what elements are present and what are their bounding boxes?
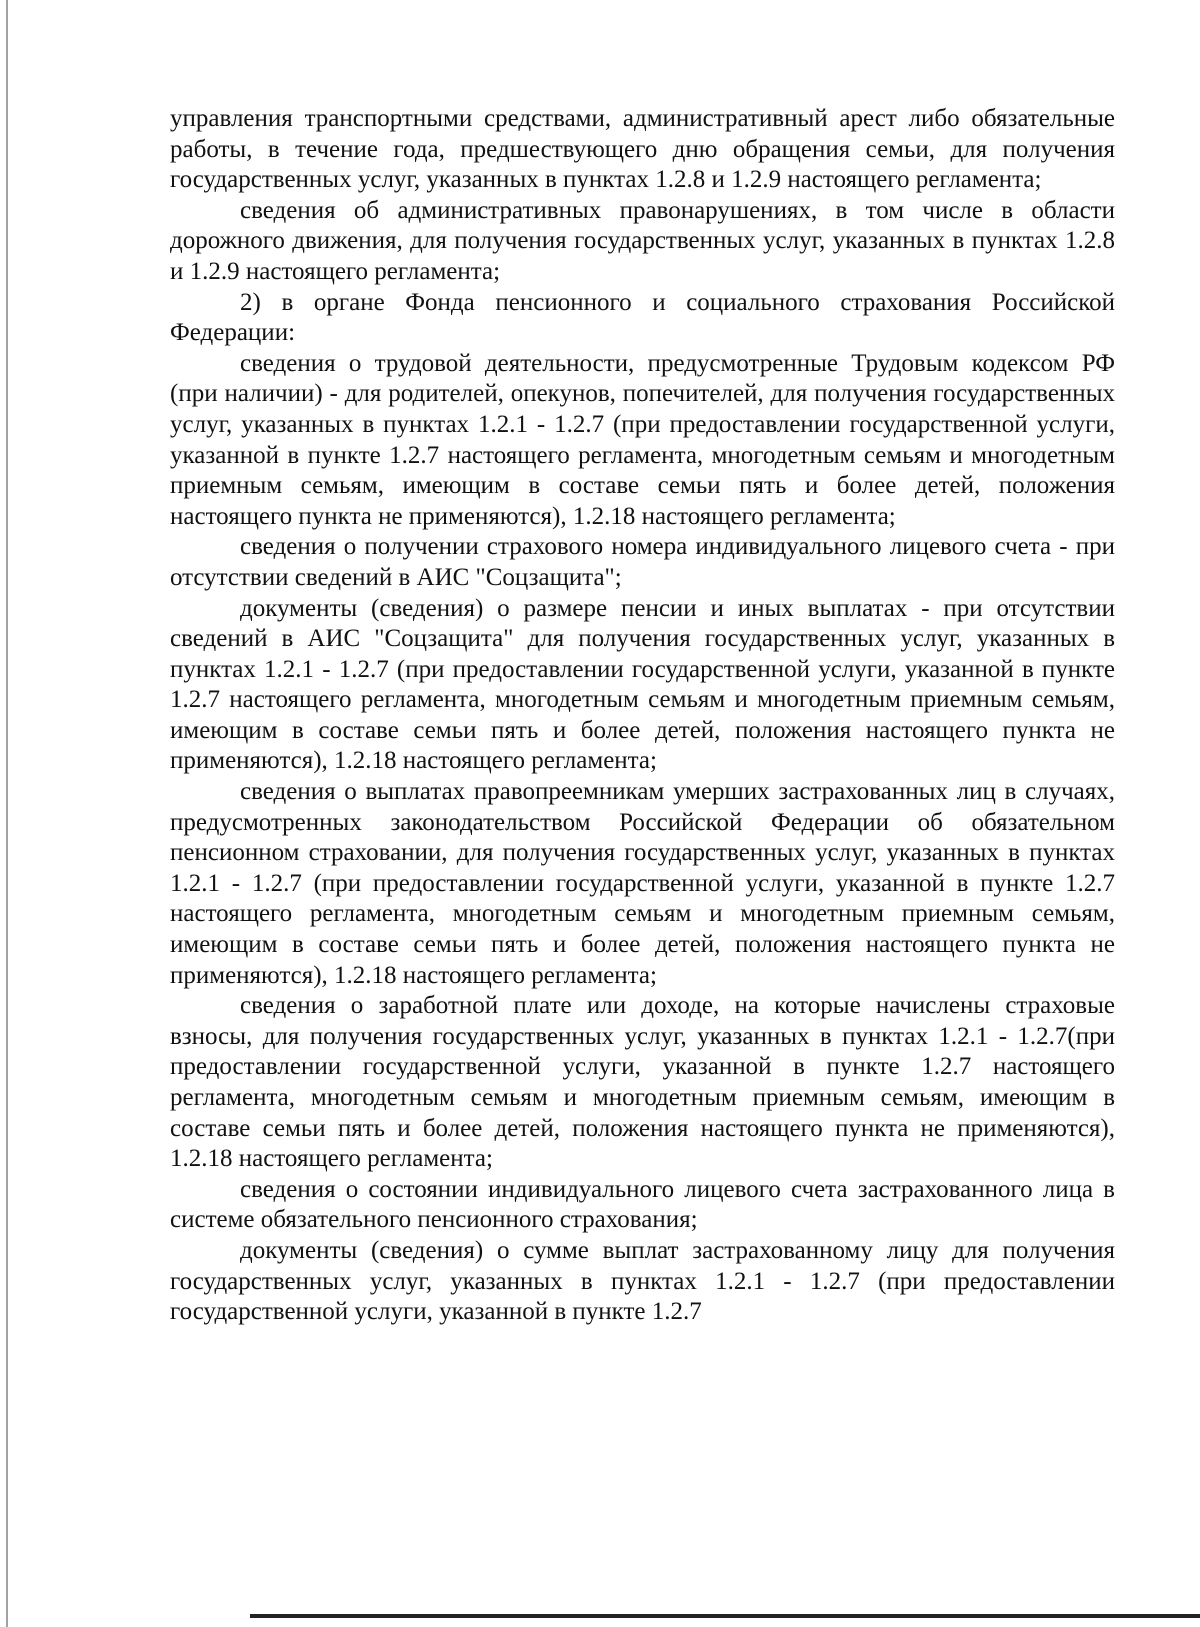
scan-edge-line	[6, 0, 8, 1627]
paragraph-7: сведения о выплатах правопреемникам умерших застрахованных лиц в случаях, предусмотренных законодательством Российской Федерации об обязательном пенсионном страховании, для получения государственных услуг, указанных в пунктах 1.2.1 - 1.2.7 (при предоставлении государственной услуги, указанной в пункте 1.2.7 настоящего регламента, многодетным семьям и многодетным приемным семьям, имеющим в составе семьи пять и более детей, положения настоящего пункта не применяются), 1.2.18 настоящего регламента;	[170, 778, 1115, 989]
scan-bottom-edge	[250, 1614, 1200, 1618]
paragraph-3: 2) в органе Фонда пенсионного и социального страхования Российской Федерации:	[170, 288, 1115, 347]
paragraph-1: управления транспортными средствами, административный арест либо обязательные работы, в течение года, предшествующего дню обращения семьи, для получения государственных услуг, указанных в пунктах 1.2.8 и 1.2.9 настоящего регламента;	[170, 105, 1115, 194]
document-body	[170, 104, 1115, 1328]
paragraph-4: сведения о трудовой деятельности, предусмотренные Трудовым кодексом РФ (при наличии) - для родителей, опекунов, попечителей, для получения государственных услуг, указанных в пунктах 1.2.1 - 1.2.7 (при предоставлении государственной услуги, указанной в пункте 1.2.7 настоящего регламента, многодетным семьям и многодетным приемным семьям, имеющим в составе семьи пять и более детей, положения настоящего пункта не применяются), 1.2.18 настоящего регламента;	[170, 349, 1115, 530]
paragraph-10: документы (сведения) о сумме выплат застрахованному лицу для получения государственных услуг, указанных в пунктах 1.2.1 - 1.2.7 (при предоставлении государственной услуги, указанной в пункте 1.2.7	[170, 1236, 1115, 1326]
paragraph-9: сведения о состоянии индивидуального лицевого счета застрахованного лица в системе обязательного пенсионного страхования;	[170, 1175, 1115, 1234]
paragraph-5: сведения о получении страхового номера индивидуального лицевого счета - при отсутствии сведений в АИС "Соцзащита";	[170, 533, 1115, 591]
paragraph-8: сведения о заработной плате или доходе, на которые начислены страховые взносы, для получения государственных услуг, указанных в пунктах 1.2.1 - 1.2.7(при предоставлении государственной услуги, указанной в пункте 1.2.7 настоящего регламента, многодетным семьям и многодетным приемным семьям, имеющим в составе семьи пять и более детей, положения настоящего пункта не применяются), 1.2.18 настоящего регламента;	[170, 992, 1115, 1173]
paragraph-6: документы (сведения) о размере пенсии и иных выплатах - при отсутствии сведений в АИС "Соцзащита" для получения государственных услуг, указанных в пунктах 1.2.1 - 1.2.7 (при предоставлении государственной услуги, указанной в пункте 1.2.7 настоящего регламента, многодетным семьям и многодетным приемным семьям, имеющим в составе семьи пять и более детей, положения настоящего пункта не применяются), 1.2.18 настоящего регламента;	[170, 594, 1115, 775]
paragraph-2: сведения об административных правонарушениях, в том числе в области дорожного движения, для получения государственных услуг, указанных в пунктах 1.2.8 и 1.2.9 настоящего регламента;	[170, 196, 1115, 285]
